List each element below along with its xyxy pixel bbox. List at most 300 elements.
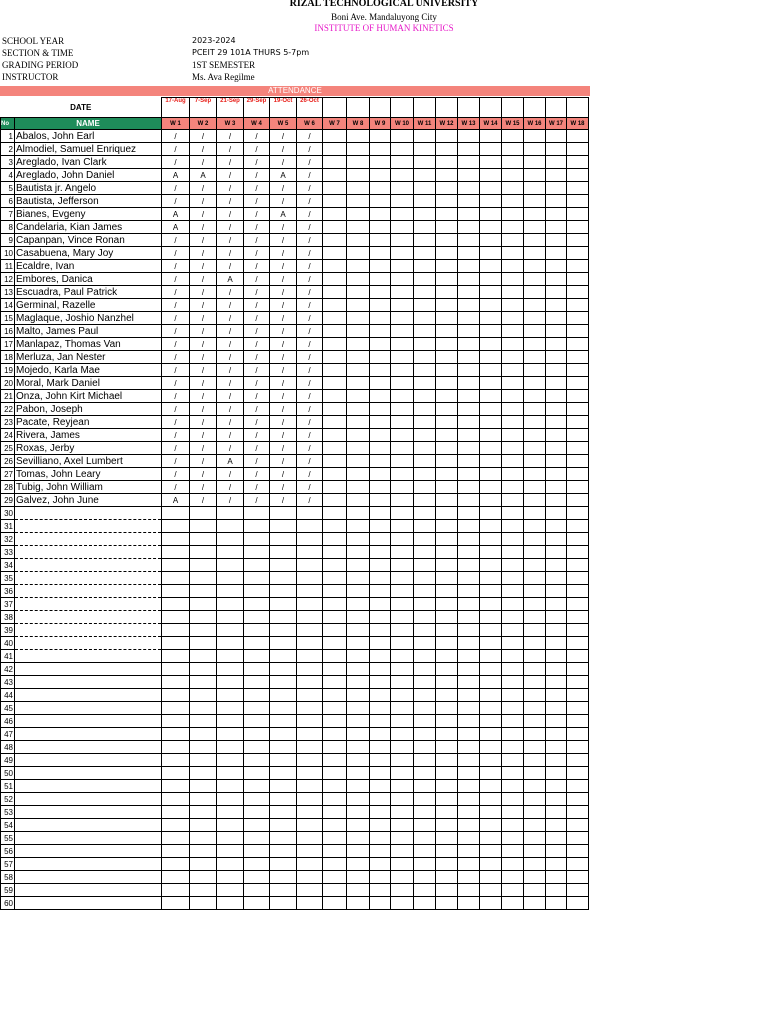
- attendance-mark-cell[interactable]: [524, 637, 546, 650]
- attendance-mark-cell[interactable]: /: [297, 156, 323, 169]
- attendance-mark-cell[interactable]: [270, 637, 297, 650]
- student-name[interactable]: [15, 767, 162, 780]
- attendance-mark-cell[interactable]: [502, 481, 524, 494]
- attendance-mark-cell[interactable]: [458, 403, 480, 416]
- attendance-mark-cell[interactable]: [546, 728, 567, 741]
- attendance-mark-cell[interactable]: [391, 481, 414, 494]
- attendance-mark-cell[interactable]: [436, 741, 458, 754]
- attendance-mark-cell[interactable]: [323, 845, 347, 858]
- attendance-mark-cell[interactable]: [436, 325, 458, 338]
- attendance-mark-cell[interactable]: [524, 741, 546, 754]
- attendance-mark-cell[interactable]: /: [162, 390, 190, 403]
- attendance-mark-cell[interactable]: [162, 572, 190, 585]
- attendance-mark-cell[interactable]: [546, 130, 567, 143]
- attendance-mark-cell[interactable]: [162, 884, 190, 897]
- attendance-mark-cell[interactable]: [414, 286, 436, 299]
- attendance-mark-cell[interactable]: [524, 130, 546, 143]
- attendance-mark-cell[interactable]: /: [190, 390, 217, 403]
- attendance-mark-cell[interactable]: [244, 793, 270, 806]
- attendance-mark-cell[interactable]: [370, 312, 391, 325]
- attendance-mark-cell[interactable]: [391, 598, 414, 611]
- attendance-mark-cell[interactable]: /: [162, 351, 190, 364]
- attendance-mark-cell[interactable]: /: [244, 429, 270, 442]
- attendance-mark-cell[interactable]: [297, 741, 323, 754]
- date-cell[interactable]: [436, 98, 458, 118]
- attendance-mark-cell[interactable]: /: [297, 494, 323, 507]
- attendance-mark-cell[interactable]: [502, 273, 524, 286]
- attendance-mark-cell[interactable]: [567, 858, 589, 871]
- attendance-mark-cell[interactable]: [436, 156, 458, 169]
- attendance-mark-cell[interactable]: [436, 169, 458, 182]
- attendance-mark-cell[interactable]: [391, 663, 414, 676]
- attendance-mark-cell[interactable]: /: [244, 247, 270, 260]
- attendance-mark-cell[interactable]: [370, 351, 391, 364]
- attendance-mark-cell[interactable]: [323, 650, 347, 663]
- attendance-mark-cell[interactable]: [502, 572, 524, 585]
- attendance-mark-cell[interactable]: /: [190, 481, 217, 494]
- attendance-mark-cell[interactable]: [323, 403, 347, 416]
- attendance-mark-cell[interactable]: [370, 715, 391, 728]
- attendance-mark-cell[interactable]: [524, 546, 546, 559]
- attendance-mark-cell[interactable]: [414, 676, 436, 689]
- attendance-mark-cell[interactable]: [162, 858, 190, 871]
- attendance-mark-cell[interactable]: [270, 650, 297, 663]
- attendance-mark-cell[interactable]: [546, 455, 567, 468]
- attendance-mark-cell[interactable]: [458, 429, 480, 442]
- attendance-mark-cell[interactable]: [162, 520, 190, 533]
- attendance-mark-cell[interactable]: [347, 234, 370, 247]
- attendance-mark-cell[interactable]: [414, 871, 436, 884]
- attendance-mark-cell[interactable]: [347, 741, 370, 754]
- attendance-mark-cell[interactable]: [524, 351, 546, 364]
- attendance-mark-cell[interactable]: [480, 793, 502, 806]
- attendance-mark-cell[interactable]: [323, 832, 347, 845]
- attendance-mark-cell[interactable]: [502, 377, 524, 390]
- attendance-mark-cell[interactable]: [323, 273, 347, 286]
- attendance-mark-cell[interactable]: [323, 390, 347, 403]
- attendance-mark-cell[interactable]: /: [217, 364, 244, 377]
- attendance-mark-cell[interactable]: [502, 884, 524, 897]
- attendance-mark-cell[interactable]: /: [162, 299, 190, 312]
- attendance-mark-cell[interactable]: [347, 351, 370, 364]
- attendance-mark-cell[interactable]: [436, 819, 458, 832]
- attendance-mark-cell[interactable]: [524, 494, 546, 507]
- attendance-mark-cell[interactable]: [546, 234, 567, 247]
- student-name[interactable]: Tubig, John William: [15, 481, 162, 494]
- attendance-mark-cell[interactable]: [546, 338, 567, 351]
- attendance-mark-cell[interactable]: [370, 286, 391, 299]
- attendance-mark-cell[interactable]: [347, 377, 370, 390]
- attendance-mark-cell[interactable]: [480, 416, 502, 429]
- attendance-mark-cell[interactable]: [370, 377, 391, 390]
- attendance-mark-cell[interactable]: [347, 806, 370, 819]
- attendance-mark-cell[interactable]: [567, 208, 589, 221]
- attendance-mark-cell[interactable]: [436, 611, 458, 624]
- attendance-mark-cell[interactable]: [323, 754, 347, 767]
- attendance-mark-cell[interactable]: /: [190, 286, 217, 299]
- attendance-mark-cell[interactable]: [323, 559, 347, 572]
- attendance-mark-cell[interactable]: [436, 845, 458, 858]
- student-name[interactable]: [15, 689, 162, 702]
- attendance-mark-cell[interactable]: [244, 533, 270, 546]
- attendance-mark-cell[interactable]: [436, 871, 458, 884]
- student-name[interactable]: [15, 611, 162, 624]
- attendance-mark-cell[interactable]: /: [244, 182, 270, 195]
- attendance-mark-cell[interactable]: [546, 806, 567, 819]
- attendance-mark-cell[interactable]: [244, 780, 270, 793]
- attendance-mark-cell[interactable]: [391, 286, 414, 299]
- attendance-mark-cell[interactable]: [370, 403, 391, 416]
- attendance-mark-cell[interactable]: [480, 429, 502, 442]
- attendance-mark-cell[interactable]: [270, 624, 297, 637]
- attendance-mark-cell[interactable]: [567, 676, 589, 689]
- attendance-mark-cell[interactable]: [480, 624, 502, 637]
- attendance-mark-cell[interactable]: [502, 754, 524, 767]
- date-cell[interactable]: 26-Oct: [297, 98, 323, 118]
- attendance-mark-cell[interactable]: [347, 533, 370, 546]
- attendance-mark-cell[interactable]: [391, 520, 414, 533]
- attendance-mark-cell[interactable]: [347, 780, 370, 793]
- attendance-mark-cell[interactable]: [190, 676, 217, 689]
- attendance-mark-cell[interactable]: [480, 780, 502, 793]
- attendance-mark-cell[interactable]: [391, 676, 414, 689]
- attendance-mark-cell[interactable]: [244, 559, 270, 572]
- attendance-mark-cell[interactable]: [323, 182, 347, 195]
- attendance-mark-cell[interactable]: /: [217, 234, 244, 247]
- attendance-mark-cell[interactable]: [162, 637, 190, 650]
- student-name[interactable]: Embores, Danica: [15, 273, 162, 286]
- student-name[interactable]: [15, 780, 162, 793]
- student-name[interactable]: Escuadra, Paul Patrick: [15, 286, 162, 299]
- attendance-mark-cell[interactable]: /: [297, 390, 323, 403]
- attendance-mark-cell[interactable]: [524, 221, 546, 234]
- attendance-mark-cell[interactable]: [524, 663, 546, 676]
- student-name[interactable]: [15, 520, 162, 533]
- attendance-mark-cell[interactable]: [244, 702, 270, 715]
- attendance-mark-cell[interactable]: [524, 338, 546, 351]
- attendance-mark-cell[interactable]: [190, 598, 217, 611]
- date-cell[interactable]: 29-Sep: [244, 98, 270, 118]
- attendance-mark-cell[interactable]: [391, 130, 414, 143]
- attendance-mark-cell[interactable]: [391, 416, 414, 429]
- attendance-mark-cell[interactable]: [391, 897, 414, 910]
- attendance-mark-cell[interactable]: /: [190, 377, 217, 390]
- attendance-mark-cell[interactable]: [347, 130, 370, 143]
- date-cell[interactable]: [391, 98, 414, 118]
- attendance-mark-cell[interactable]: [458, 715, 480, 728]
- attendance-mark-cell[interactable]: /: [244, 221, 270, 234]
- attendance-mark-cell[interactable]: [436, 351, 458, 364]
- attendance-mark-cell[interactable]: [347, 793, 370, 806]
- attendance-mark-cell[interactable]: [524, 559, 546, 572]
- attendance-mark-cell[interactable]: [414, 728, 436, 741]
- attendance-mark-cell[interactable]: [244, 572, 270, 585]
- attendance-mark-cell[interactable]: [323, 533, 347, 546]
- attendance-mark-cell[interactable]: [436, 260, 458, 273]
- attendance-mark-cell[interactable]: [480, 598, 502, 611]
- attendance-mark-cell[interactable]: A: [217, 455, 244, 468]
- attendance-mark-cell[interactable]: [270, 780, 297, 793]
- attendance-mark-cell[interactable]: [370, 416, 391, 429]
- attendance-mark-cell[interactable]: [436, 832, 458, 845]
- attendance-mark-cell[interactable]: [244, 611, 270, 624]
- attendance-mark-cell[interactable]: [162, 806, 190, 819]
- attendance-mark-cell[interactable]: [524, 143, 546, 156]
- attendance-mark-cell[interactable]: [270, 728, 297, 741]
- attendance-mark-cell[interactable]: [414, 338, 436, 351]
- attendance-mark-cell[interactable]: /: [270, 468, 297, 481]
- attendance-mark-cell[interactable]: [217, 559, 244, 572]
- attendance-mark-cell[interactable]: /: [217, 416, 244, 429]
- attendance-mark-cell[interactable]: [190, 546, 217, 559]
- attendance-mark-cell[interactable]: [391, 715, 414, 728]
- attendance-mark-cell[interactable]: /: [270, 143, 297, 156]
- attendance-mark-cell[interactable]: [480, 286, 502, 299]
- attendance-mark-cell[interactable]: [436, 416, 458, 429]
- attendance-mark-cell[interactable]: [502, 533, 524, 546]
- attendance-mark-cell[interactable]: [217, 780, 244, 793]
- attendance-mark-cell[interactable]: /: [244, 442, 270, 455]
- attendance-mark-cell[interactable]: [546, 754, 567, 767]
- attendance-mark-cell[interactable]: /: [162, 416, 190, 429]
- attendance-mark-cell[interactable]: [458, 728, 480, 741]
- attendance-mark-cell[interactable]: [391, 637, 414, 650]
- attendance-mark-cell[interactable]: [323, 208, 347, 221]
- attendance-mark-cell[interactable]: [546, 468, 567, 481]
- attendance-mark-cell[interactable]: /: [162, 455, 190, 468]
- attendance-mark-cell[interactable]: [347, 624, 370, 637]
- attendance-mark-cell[interactable]: [323, 143, 347, 156]
- attendance-mark-cell[interactable]: [244, 897, 270, 910]
- attendance-mark-cell[interactable]: [546, 520, 567, 533]
- attendance-mark-cell[interactable]: /: [270, 338, 297, 351]
- attendance-mark-cell[interactable]: [502, 130, 524, 143]
- attendance-mark-cell[interactable]: [391, 260, 414, 273]
- attendance-mark-cell[interactable]: [567, 429, 589, 442]
- attendance-mark-cell[interactable]: [458, 234, 480, 247]
- attendance-mark-cell[interactable]: [370, 195, 391, 208]
- attendance-mark-cell[interactable]: [567, 273, 589, 286]
- attendance-mark-cell[interactable]: [480, 858, 502, 871]
- attendance-mark-cell[interactable]: /: [190, 403, 217, 416]
- attendance-mark-cell[interactable]: /: [244, 273, 270, 286]
- attendance-mark-cell[interactable]: [270, 858, 297, 871]
- attendance-mark-cell[interactable]: [546, 429, 567, 442]
- attendance-mark-cell[interactable]: [524, 468, 546, 481]
- student-name[interactable]: [15, 871, 162, 884]
- attendance-mark-cell[interactable]: [244, 858, 270, 871]
- attendance-mark-cell[interactable]: /: [270, 312, 297, 325]
- attendance-mark-cell[interactable]: [297, 611, 323, 624]
- attendance-mark-cell[interactable]: [458, 858, 480, 871]
- attendance-mark-cell[interactable]: [567, 754, 589, 767]
- attendance-mark-cell[interactable]: [244, 520, 270, 533]
- attendance-mark-cell[interactable]: [323, 871, 347, 884]
- attendance-mark-cell[interactable]: [567, 832, 589, 845]
- attendance-mark-cell[interactable]: [217, 624, 244, 637]
- attendance-mark-cell[interactable]: /: [162, 442, 190, 455]
- attendance-mark-cell[interactable]: [458, 585, 480, 598]
- attendance-mark-cell[interactable]: /: [190, 156, 217, 169]
- attendance-mark-cell[interactable]: [414, 416, 436, 429]
- attendance-mark-cell[interactable]: /: [217, 390, 244, 403]
- attendance-mark-cell[interactable]: [524, 403, 546, 416]
- attendance-mark-cell[interactable]: [297, 676, 323, 689]
- student-name[interactable]: Casabuena, Mary Joy: [15, 247, 162, 260]
- attendance-mark-cell[interactable]: [190, 559, 217, 572]
- attendance-mark-cell[interactable]: [370, 819, 391, 832]
- attendance-mark-cell[interactable]: [414, 143, 436, 156]
- student-name[interactable]: Abalos, John Earl: [15, 130, 162, 143]
- attendance-mark-cell[interactable]: [436, 481, 458, 494]
- attendance-mark-cell[interactable]: [414, 377, 436, 390]
- attendance-mark-cell[interactable]: [480, 884, 502, 897]
- attendance-mark-cell[interactable]: [217, 793, 244, 806]
- attendance-mark-cell[interactable]: [567, 559, 589, 572]
- attendance-mark-cell[interactable]: [524, 858, 546, 871]
- attendance-mark-cell[interactable]: [297, 624, 323, 637]
- attendance-mark-cell[interactable]: [323, 780, 347, 793]
- attendance-mark-cell[interactable]: [458, 637, 480, 650]
- attendance-mark-cell[interactable]: [347, 650, 370, 663]
- attendance-mark-cell[interactable]: /: [190, 234, 217, 247]
- attendance-mark-cell[interactable]: [436, 676, 458, 689]
- attendance-mark-cell[interactable]: [414, 897, 436, 910]
- attendance-mark-cell[interactable]: /: [190, 416, 217, 429]
- attendance-mark-cell[interactable]: /: [217, 195, 244, 208]
- attendance-mark-cell[interactable]: [502, 871, 524, 884]
- attendance-mark-cell[interactable]: [190, 507, 217, 520]
- attendance-mark-cell[interactable]: [297, 507, 323, 520]
- attendance-mark-cell[interactable]: [370, 273, 391, 286]
- attendance-mark-cell[interactable]: [502, 858, 524, 871]
- attendance-mark-cell[interactable]: [270, 884, 297, 897]
- attendance-mark-cell[interactable]: [458, 390, 480, 403]
- attendance-mark-cell[interactable]: [391, 221, 414, 234]
- attendance-mark-cell[interactable]: [458, 507, 480, 520]
- attendance-mark-cell[interactable]: [546, 884, 567, 897]
- attendance-mark-cell[interactable]: [414, 780, 436, 793]
- attendance-mark-cell[interactable]: [458, 481, 480, 494]
- attendance-mark-cell[interactable]: [414, 325, 436, 338]
- attendance-mark-cell[interactable]: [480, 650, 502, 663]
- attendance-mark-cell[interactable]: /: [297, 403, 323, 416]
- attendance-mark-cell[interactable]: /: [190, 221, 217, 234]
- attendance-mark-cell[interactable]: [414, 793, 436, 806]
- attendance-mark-cell[interactable]: [323, 442, 347, 455]
- attendance-mark-cell[interactable]: /: [217, 156, 244, 169]
- attendance-mark-cell[interactable]: [347, 390, 370, 403]
- student-name[interactable]: [15, 533, 162, 546]
- attendance-mark-cell[interactable]: [480, 312, 502, 325]
- student-name[interactable]: Maglaque, Joshio Nanzhel: [15, 312, 162, 325]
- attendance-mark-cell[interactable]: [414, 650, 436, 663]
- attendance-mark-cell[interactable]: [546, 286, 567, 299]
- attendance-mark-cell[interactable]: [323, 819, 347, 832]
- attendance-mark-cell[interactable]: /: [244, 143, 270, 156]
- attendance-mark-cell[interactable]: [347, 845, 370, 858]
- attendance-mark-cell[interactable]: /: [162, 234, 190, 247]
- attendance-mark-cell[interactable]: /: [190, 325, 217, 338]
- attendance-mark-cell[interactable]: [391, 702, 414, 715]
- student-name[interactable]: [15, 507, 162, 520]
- attendance-mark-cell[interactable]: [190, 585, 217, 598]
- student-name[interactable]: [15, 650, 162, 663]
- attendance-mark-cell[interactable]: [391, 169, 414, 182]
- attendance-mark-cell[interactable]: [546, 195, 567, 208]
- attendance-mark-cell[interactable]: [391, 611, 414, 624]
- attendance-mark-cell[interactable]: [567, 871, 589, 884]
- attendance-mark-cell[interactable]: [436, 689, 458, 702]
- attendance-mark-cell[interactable]: [297, 546, 323, 559]
- attendance-mark-cell[interactable]: [524, 507, 546, 520]
- attendance-mark-cell[interactable]: [190, 832, 217, 845]
- attendance-mark-cell[interactable]: [244, 598, 270, 611]
- attendance-mark-cell[interactable]: [323, 767, 347, 780]
- attendance-mark-cell[interactable]: [524, 845, 546, 858]
- attendance-mark-cell[interactable]: [347, 208, 370, 221]
- student-name[interactable]: Galvez, John June: [15, 494, 162, 507]
- attendance-mark-cell[interactable]: [217, 663, 244, 676]
- attendance-mark-cell[interactable]: [162, 689, 190, 702]
- attendance-mark-cell[interactable]: [502, 780, 524, 793]
- attendance-mark-cell[interactable]: [190, 793, 217, 806]
- attendance-mark-cell[interactable]: [480, 143, 502, 156]
- attendance-mark-cell[interactable]: [458, 871, 480, 884]
- attendance-mark-cell[interactable]: /: [270, 377, 297, 390]
- attendance-mark-cell[interactable]: [567, 689, 589, 702]
- attendance-mark-cell[interactable]: [502, 559, 524, 572]
- attendance-mark-cell[interactable]: [217, 715, 244, 728]
- attendance-mark-cell[interactable]: [480, 702, 502, 715]
- attendance-mark-cell[interactable]: [502, 832, 524, 845]
- attendance-mark-cell[interactable]: [458, 793, 480, 806]
- attendance-mark-cell[interactable]: [323, 572, 347, 585]
- attendance-mark-cell[interactable]: [524, 429, 546, 442]
- attendance-mark-cell[interactable]: [370, 247, 391, 260]
- attendance-mark-cell[interactable]: [502, 650, 524, 663]
- attendance-mark-cell[interactable]: [370, 390, 391, 403]
- attendance-mark-cell[interactable]: /: [297, 169, 323, 182]
- attendance-mark-cell[interactable]: [436, 793, 458, 806]
- attendance-mark-cell[interactable]: [370, 169, 391, 182]
- attendance-mark-cell[interactable]: /: [162, 325, 190, 338]
- attendance-mark-cell[interactable]: [502, 403, 524, 416]
- attendance-mark-cell[interactable]: [436, 390, 458, 403]
- student-name[interactable]: Merluza, Jan Nester: [15, 351, 162, 364]
- attendance-mark-cell[interactable]: [244, 754, 270, 767]
- attendance-mark-cell[interactable]: /: [270, 416, 297, 429]
- attendance-mark-cell[interactable]: [370, 689, 391, 702]
- attendance-mark-cell[interactable]: [436, 572, 458, 585]
- attendance-mark-cell[interactable]: [217, 767, 244, 780]
- attendance-mark-cell[interactable]: [524, 442, 546, 455]
- attendance-mark-cell[interactable]: [270, 832, 297, 845]
- attendance-mark-cell[interactable]: [370, 546, 391, 559]
- attendance-mark-cell[interactable]: [162, 832, 190, 845]
- attendance-mark-cell[interactable]: [391, 793, 414, 806]
- attendance-mark-cell[interactable]: [480, 715, 502, 728]
- attendance-mark-cell[interactable]: [458, 182, 480, 195]
- attendance-mark-cell[interactable]: [190, 845, 217, 858]
- attendance-mark-cell[interactable]: [567, 351, 589, 364]
- attendance-mark-cell[interactable]: [190, 611, 217, 624]
- attendance-mark-cell[interactable]: [546, 377, 567, 390]
- attendance-mark-cell[interactable]: [370, 663, 391, 676]
- attendance-mark-cell[interactable]: /: [297, 351, 323, 364]
- attendance-mark-cell[interactable]: [323, 494, 347, 507]
- attendance-mark-cell[interactable]: [414, 533, 436, 546]
